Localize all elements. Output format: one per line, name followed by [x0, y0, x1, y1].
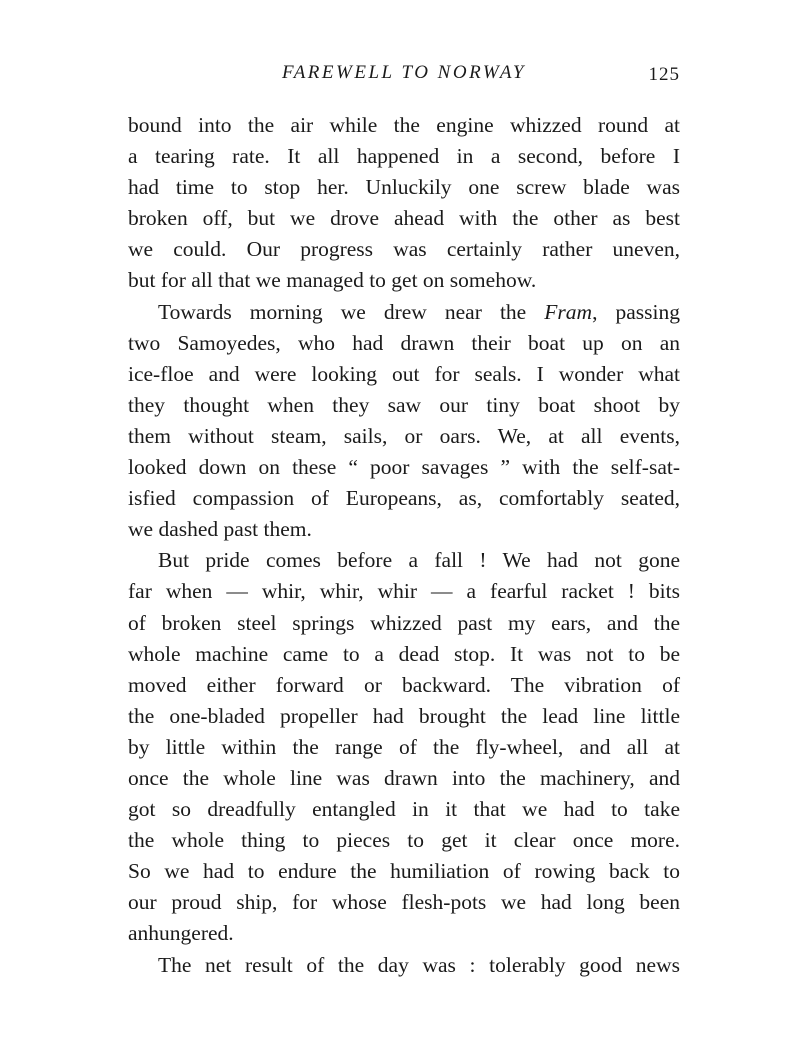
- text-line: by little within the range of the fly-wheel, and all at: [128, 734, 680, 759]
- text-line: far when — whir, whir, whir — a fearful racket ! bits: [128, 579, 680, 604]
- text-line: a tearing rate. It all happened in a second, before I: [128, 144, 680, 169]
- running-head: [128, 62, 680, 90]
- text-segment: , passing: [592, 299, 680, 324]
- text-line: broken off, but we drove ahead with the other as best: [128, 206, 680, 231]
- text-line: got so dreadfully entangled in it that we had to take: [128, 797, 680, 822]
- text-line: of broken steel springs whizzed past my ears, and the: [128, 610, 680, 635]
- text-line: bound into the air while the engine whizzed round at: [128, 113, 680, 137]
- text-line: isfied compassion of Europeans, as, comfortably seated,: [128, 486, 680, 511]
- text-line: the whole thing to pieces to get it clear once more.: [128, 828, 680, 853]
- text-line: we dashed past them.: [128, 517, 312, 542]
- text-line: but for all that we managed to get on somehow.: [128, 268, 537, 293]
- text-line: moved either forward or backward. The vibration of: [128, 672, 680, 697]
- text-line: them without steam, sails, or oars. We, at all events,: [128, 423, 680, 448]
- text-segment: Towards morning we drew near the: [158, 299, 545, 324]
- text-line: two Samoyedes, who had drawn their boat up on an: [128, 330, 680, 355]
- text-line: we could. Our progress was certainly rather uneven,: [128, 237, 680, 262]
- text-line: ice-floe and were looking out for seals. I wonder what: [128, 361, 680, 386]
- text-line: they thought when they saw our tiny boat shoot by: [128, 392, 680, 417]
- body-text: [128, 110, 680, 981]
- text-line: anhungered.: [128, 921, 234, 946]
- text-line: [128, 297, 680, 328]
- running-title: FAREWELL TO NORWAY: [282, 62, 526, 83]
- text-line: had time to stop her. Unluckily one screw blade was: [128, 175, 680, 200]
- text-line: our proud ship, for whose flesh-pots we had long been: [128, 890, 680, 915]
- ship-name-italic: Fram: [544, 299, 593, 324]
- text-line: whole machine came to a dead stop. It was not to be: [128, 641, 680, 666]
- text-line: So we had to endure the humiliation of rowing back to: [128, 859, 680, 884]
- text-line: The net result of the day was : tolerably good news: [158, 952, 680, 977]
- text-line: once the whole line was drawn into the machinery, and: [128, 765, 680, 790]
- text-line: looked down on these “ poor savages ” with the self-sat-: [128, 455, 680, 480]
- page-number: 125: [648, 64, 680, 85]
- text-line: the one-bladed propeller had brought the lead line little: [128, 703, 680, 728]
- text-line: But pride comes before a fall ! We had not gone: [158, 548, 680, 573]
